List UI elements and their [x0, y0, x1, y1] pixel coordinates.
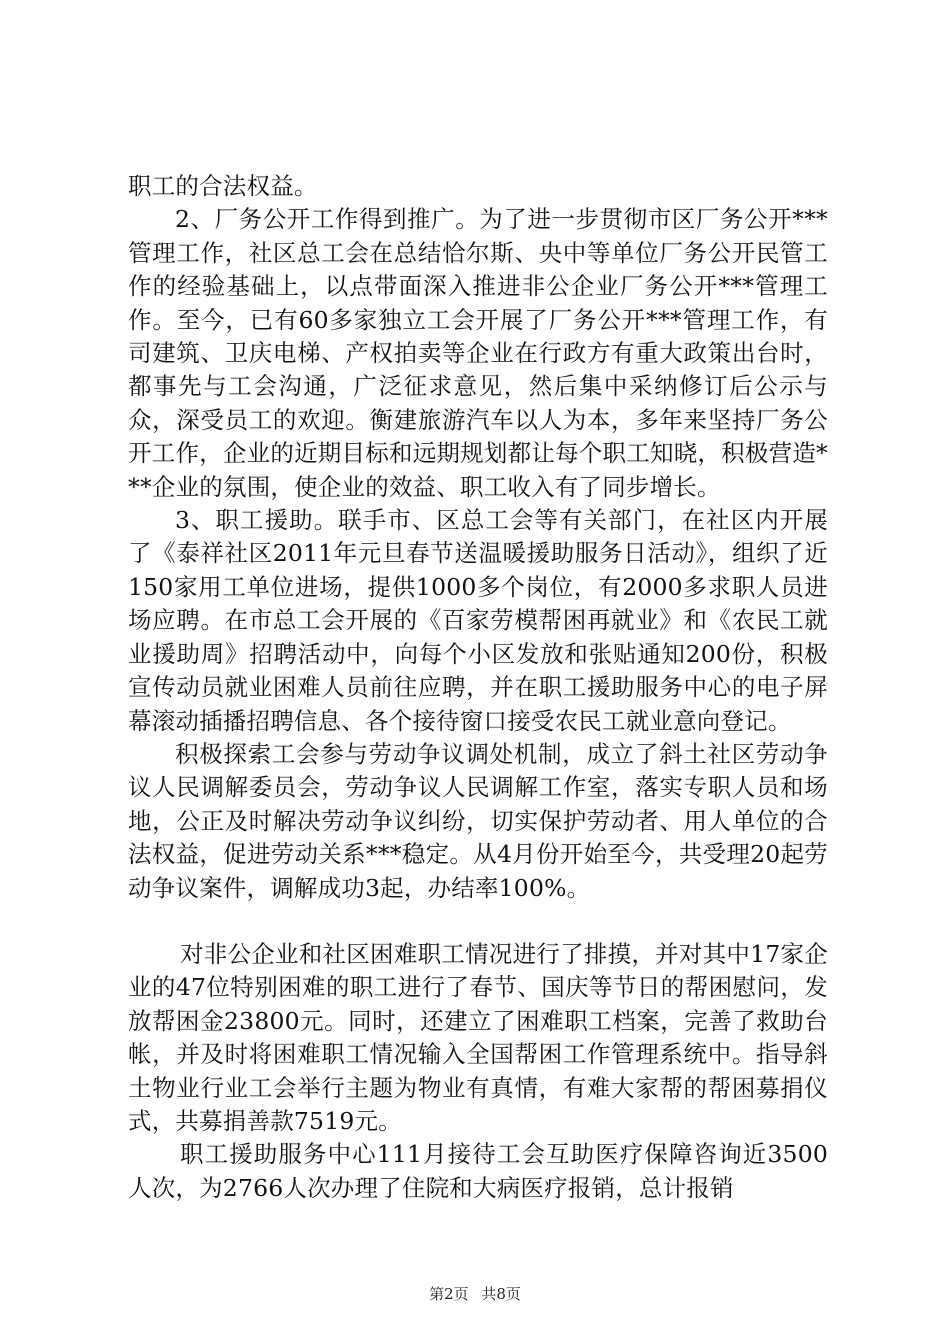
paragraph-continuation: 职工的合法权益。	[128, 172, 318, 200]
paragraph-worker-assistance: 3、职工援助。联手市、区总工会等有关部门，在社区内开展了《泰祥社区2011年元旦春节送温暖援助服务日活动》，组织了近150家用工单位进场，提供1000多个岗位，有2000多求职人员进场应聘。在市总工会开展的《百家劳模帮困再就业》和《农民工就业援助周》招聘活动中，向每个小区发放和张贴通知200份，积极宣传动员就业困难人员前往应聘，并在职工援助服务中心的电子屏幕滚动插播招聘信息、各个接待窗口接受农民工就业意向登记。	[128, 506, 828, 735]
page-number-total: 共8页	[481, 1285, 521, 1303]
page-footer	[0, 1284, 950, 1304]
paragraph-labor-dispute: 积极探索工会参与劳动争议调处机制，成立了斜土社区劳动争议人民调解委员会，劳动争议人民调解工作室，落实专职人员和场地，公正及时解决劳动争议纠纷，切实保护劳动者、用人单位的合法权益，促进劳动关系***稳定。从4月份开始至今，共受理20起劳动争议案件，调解成功3起，办结率100%。	[128, 739, 828, 902]
page-number-current: 第2页	[429, 1285, 469, 1303]
document-body	[128, 170, 828, 1205]
paragraph-poverty-relief: 对非公企业和社区困难职工情况进行了排摸，并对其中17家企业的47位特别困难的职工进行了春节、国庆等节日的帮困慰问，发放帮困金23800元。同时，还建立了困难职工档案，完善了救助台帐，并及时将困难职工情况输入全国帮困工作管理系统中。指导斜土物业行业工会举行主题为物业有真情，有难大家帮的帮困募捐仪式，共募捐善款7519元。	[128, 939, 828, 1135]
paragraph-medical-support: 职工援助服务中心111月接待工会互助医疗保障咨询近3500人次，为2766人次办理了住院和大病医疗报销，总计报销	[128, 1140, 828, 1202]
paragraph-factory-affairs: 2、厂务公开工作得到推广。为了进一步贯彻市区厂务公开***管理工作，社区总工会在总结恰尔斯、央中等单位厂务公开民管工作的经验基础上，以点带面深入推进非公企业厂务公开***管理工作。至今，已有60多家独立工会开展了厂务公开***管理工作，有司建筑、卫庆电梯、产权拍卖等企业在行政方有重大政策出台时，都事先与工会沟通，广泛征求意见，然后集中采纳修订后公示与众，深受员工的欢迎。衡建旅游汽车以人为本，多年来坚持厂务公开工作，企业的近期目标和远期规划都让每个职工知晓，积极营造***企业的氛围，使企业的效益、职工收入有了同步增长。	[128, 205, 828, 501]
